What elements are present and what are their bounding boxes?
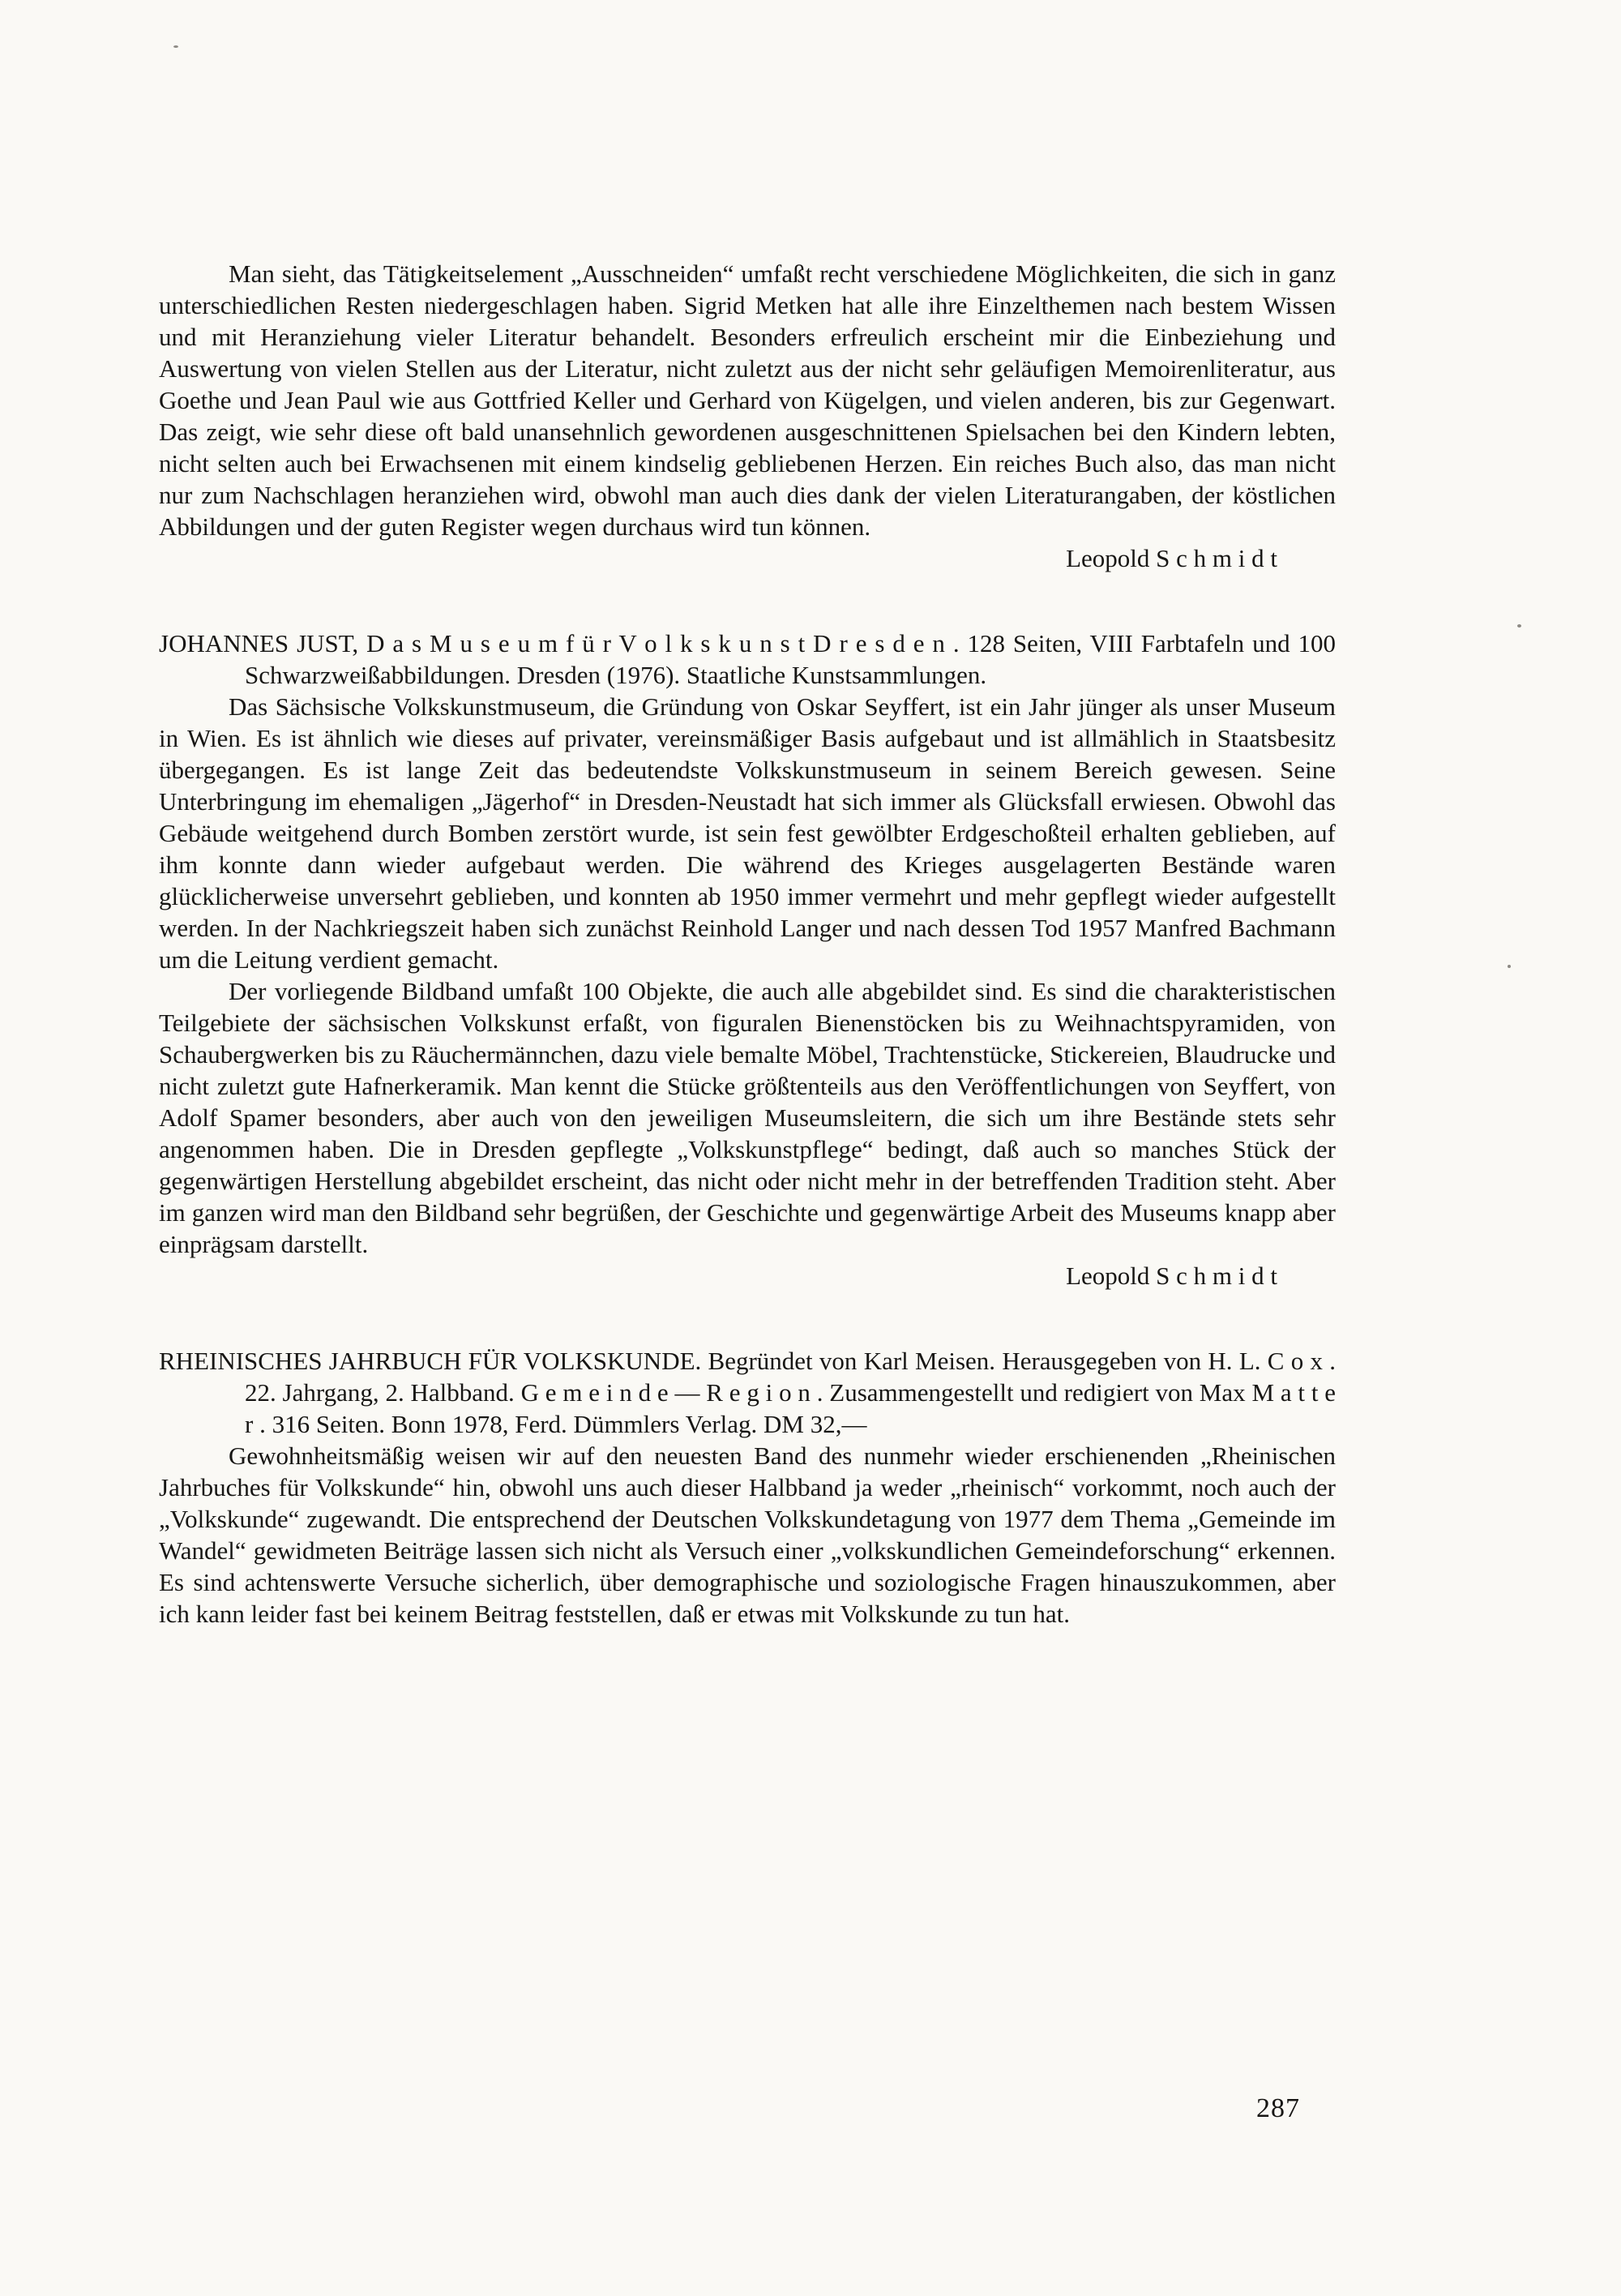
review-body-paragraph: Man sieht, das Tätigkeitselement „Ausschneiden“ umfaßt recht verschiedene Möglichkeiten, die sich in ganz unterschiedlichen Resten niedergeschlagen haben. Sigrid Metken hat alle ihre Einzelthemen nach bestem Wissen und mit Heranziehung vieler Literatur behandelt. Besonders erfreulich erscheint mir die Einbeziehung und Auswertung von vielen Stellen aus der Literatur, nicht zuletzt aus der nicht sehr geläufigen Memoirenliteratur, aus Goethe und Jean Paul wie aus Gottfried Keller und Gerhard von Kügelgen, und vielen anderen, bis zur Gegenwart. Das zeigt, wie sehr diese oft bald unansehnlich gewordenen ausgeschnittenen Spielsachen bei den Kindern lebten, nicht selten auch bei Erwachsenen mit einem kindselig gebliebenen Herzen. Ein reiches Buch also, das man nicht nur zum Nachschlagen heranziehen wird, obwohl man auch dies dank der vielen Literaturangaben, der köstlichen Abbildungen und der guten Register wegen durchaus wird tun können. xyxy=(159,259,1336,541)
review-heading: RHEINISCHES JAHRBUCH FÜR VOLKSKUNDE. Begründet von Karl Meisen. Herausgegeben von H. L. C o x . 22. Jahrgang, 2. Halbband. G e m e i n d e — R e g i o n . Zusammengestellt und redigiert von Max M a t t e r . 316 Seiten. Bonn 1978, Ferd. Dümmlers Verlag. DM 32,— xyxy=(159,1347,1336,1438)
review-body-paragraph: Der vorliegende Bildband umfaßt 100 Objekte, die auch alle abgebildet sind. Es sind die charakteristischen Teilgebiete der sächsischen Volkskunst erfaßt, von figuralen Bienenstöcken bis zu Weihnachtspyramiden, von Schaubergwerken bis zu Räuchermännchen, dazu viele bemalte Möbel, Trachtenstücke, Stickereien, Blaudrucke und nicht zuletzt gute Hafnerkeramik. Man kennt die Stücke größtenteils aus den Veröffentlichungen von Seyffert, von Adolf Spamer besonders, aber auch von den jeweiligen Museumsleitern, die sich um ihre Bestände stets sehr angenommen haben. Die in Dresden gepflegte „Volkskunstpflege“ bedingt, daß auch so manches Stück der gegenwärtigen Herstellung abgebildet erscheint, das nicht oder nicht mehr in der betreffenden Tradition steht. Aber im ganzen wird man den Bildband sehr begrüßen, der Geschichte und gegenwärtige Arbeit des Museums knapp aber einprägsam darstellt. xyxy=(159,977,1336,1258)
review-rheinisches-jahrbuch xyxy=(159,1345,1336,1630)
review-metken-continuation xyxy=(159,258,1336,574)
review-body-paragraph: Gewohnheitsmäßig weisen wir auf den neuesten Band des nunmehr wieder erschienenden „Rheinischen Jahrbuches für Volkskunde“ hin, obwohl uns auch dieser Halbband ja weder „rheinisch“ vorkommt, noch auch der „Volkskunde“ zugewandt. Die entsprechend der Deutschen Volkskundetagung von 1977 dem Thema „Gemeinde im Wandel“ gewidmeten Beiträge lassen sich nicht als Versuch einer „volkskundlichen Gemeindeforschung“ erkennen. Es sind achtenswerte Versuche sicherlich, über demographische und soziologische Fragen hinauszukommen, aber ich kann leider fast bei keinem Beitrag feststellen, daß er etwas mit Volkskunde zu tun hat. xyxy=(159,1441,1336,1628)
review-heading: JOHANNES JUST, D a s M u s e u m f ü r V o l k s k u n s t D r e s d e n . 128 Seiten, VIII Farbtafeln und 100 Schwarzweißabbildungen. Dresden (1976). Staatliche Kunstsammlungen. xyxy=(159,629,1336,689)
scan-speck xyxy=(1517,624,1521,628)
page-number: 287 xyxy=(1256,2093,1300,2123)
scan-speck xyxy=(1508,965,1511,968)
reviewer-signature: Leopold S c h m i d t xyxy=(1066,1262,1277,1290)
review-body-paragraph: Das Sächsische Volkskunstmuseum, die Gründung von Oskar Seyffert, ist ein Jahr jünger als unser Museum in Wien. Es ist ähnlich wie dieses auf privater, vereinsmäßiger Basis aufgebaut und ist allmählich in Staatsbesitz übergegangen. Es ist lange Zeit das bedeutendste Volkskunstmuseum in seinem Bereich gewesen. Seine Unterbringung im ehemaligen „Jägerhof“ in Dresden-Neustadt hat sich immer als Glücksfall erwiesen. Obwohl das Gebäude weitgehend durch Bomben zerstört wurde, ist sein fest gewölbter Erdgeschoßteil erhalten geblieben, auf ihm konnte dann wieder aufgebaut werden. Die während des Krieges ausgelagerten Bestände waren glücklicherweise unversehrt geblieben, und konnten ab 1950 immer vermehrt und mehr gepflegt wieder aufgestellt werden. In der Nachkriegszeit haben sich zunächst Reinhold Langer und nach dessen Tod 1957 Manfred Bachmann um die Leitung verdient gemacht. xyxy=(159,692,1336,974)
text-block xyxy=(159,258,1336,1630)
reviewer-signature: Leopold S c h m i d t xyxy=(1066,544,1277,572)
review-just-museum-volkskunst-dresden xyxy=(159,628,1336,1292)
scan-speck xyxy=(173,45,178,48)
